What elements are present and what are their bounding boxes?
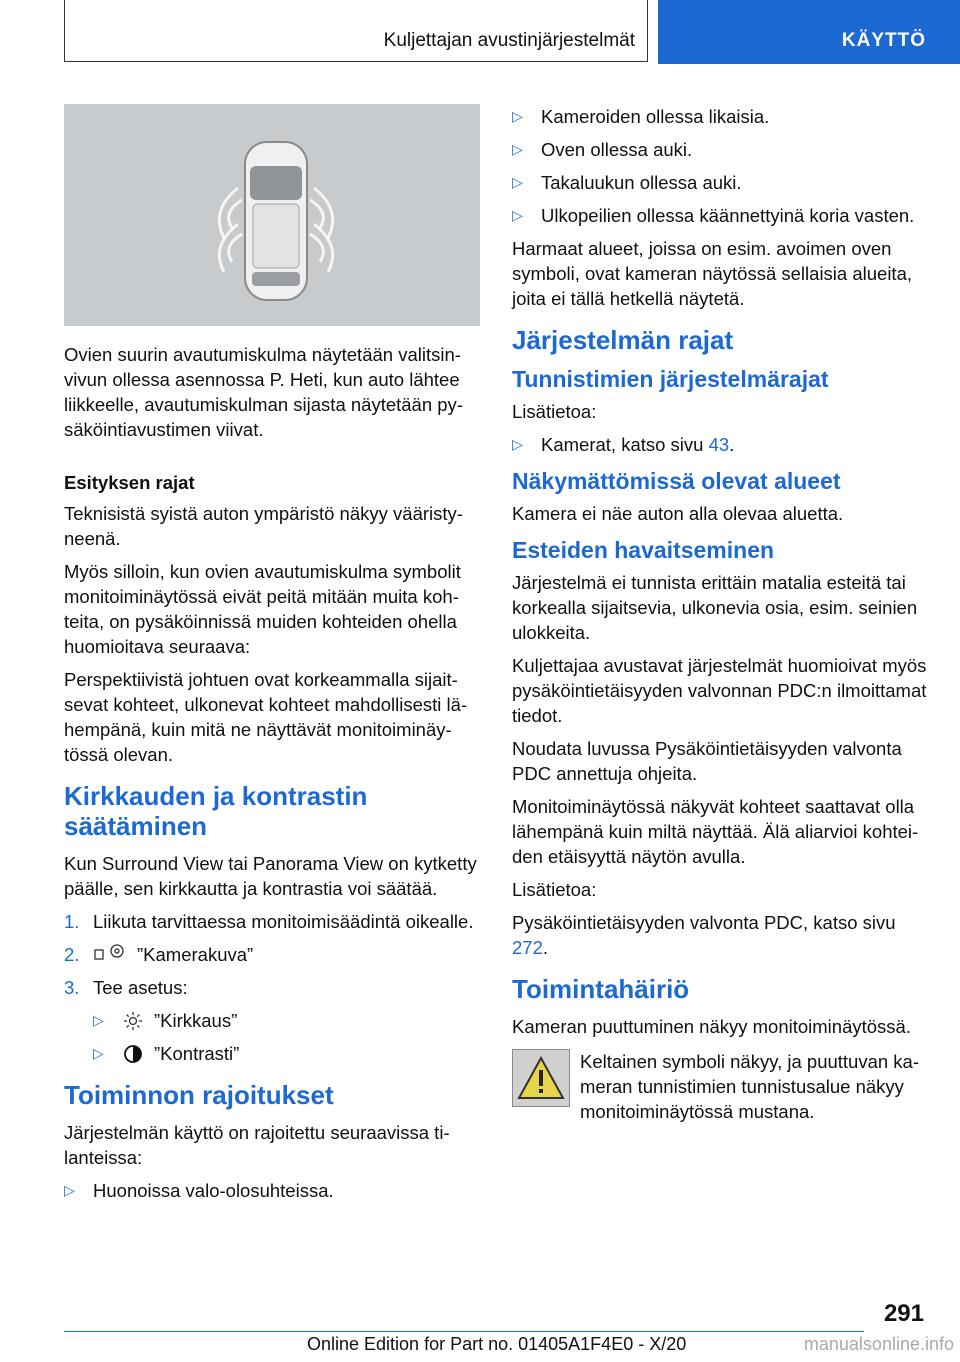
step-number: 2.: [64, 944, 80, 965]
car-door-angle-figure: [64, 104, 480, 326]
page-number: 291: [883, 1300, 924, 1327]
footer-divider: [64, 1331, 864, 1332]
watermark: manualsonline.info: [803, 1334, 954, 1354]
step-text: Liikuta tarvittaessa monitoimisäädintä oikealle.: [93, 911, 474, 932]
bullet-item: [512, 432, 930, 457]
paragraph: Teknisistä syistä auton ympäristö näkyy vääristyneenä.: [64, 503, 463, 549]
sensor-limits-heading: Tunnistimien järjestelmärajat: [512, 366, 829, 392]
right-column: [512, 104, 930, 1124]
bullet-item: [512, 170, 930, 195]
header-chapter-tab: [658, 0, 960, 64]
more-info-label: Lisätietoa:: [512, 879, 597, 900]
warning-triangle-icon: [512, 1049, 570, 1107]
car-top-view-illustration: [64, 104, 480, 326]
paragraph: Harmaat alueet, joissa on esim. avoimen oven symboli, ovat kameran näytössä sellaisia alueita, joita ei tällä hetkellä näytetä.: [512, 238, 912, 309]
warning-box: [512, 1049, 930, 1124]
header-section-box: [64, 0, 648, 62]
paragraph: Myös silloin, kun ovien avautumiskulma symbolit monitoiminäytössä eivät peitä mitään muita kohteita, on pysäköinnissä muiden kohteiden ohella huomioitava seuraava:: [64, 561, 461, 657]
paragraph: Perspektiivistä johtuen ovat korkeammalla sijaitsevat kohteet, ulkonevat kohteet mahdollisesti lähempänä, kuin mitä ne näyttävät monitoiminäytössä olevan.: [64, 669, 468, 765]
substep-text: ”Kirkkaus”: [154, 1010, 238, 1031]
paragraph: Kuljettajaa avustavat järjestelmät huomioivat myös pysäköintietäisyyden valvonnan PDC:n ilmoittamat tiedot.: [512, 655, 927, 726]
bullet-text: Ulkopeilien ollessa käännettyinä koria vasten.: [541, 205, 915, 226]
sun-icon: [122, 1011, 144, 1031]
bullet-text: [541, 432, 734, 457]
paragraph: Kamera ei näe auton alla olevaa aluetta.: [512, 503, 844, 524]
malfunction-heading: Toimintahäiriö: [512, 974, 690, 1004]
bullet-item: [512, 203, 930, 228]
step-number: 3.: [64, 977, 80, 998]
bullet-triangle-icon: ▷: [512, 436, 523, 452]
chapter-title: KÄYTTÖ: [841, 30, 926, 51]
pdc-reference-end: .: [542, 937, 549, 958]
step-item: [64, 942, 482, 967]
step-item: [64, 909, 482, 934]
paragraph: Kameran puuttuminen näkyy monitoiminäytössä.: [512, 1016, 911, 1037]
pdc-reference-text: Pysäköintietäisyyden valvonta PDC, katso sivu: [512, 912, 896, 933]
step-text: Tee asetus:: [93, 977, 188, 998]
camera-image-icon: [93, 942, 127, 962]
brightness-heading: Kirkkauden ja kontrastin säätäminen: [64, 781, 368, 841]
obstacle-detection-heading: Esteiden havaitseminen: [512, 537, 775, 563]
system-limits-heading: Järjestelmän rajat: [512, 325, 734, 355]
substep-item: [93, 1041, 482, 1066]
bullet-triangle-icon: ▷: [512, 207, 523, 223]
left-column: [64, 104, 482, 1211]
step-text: ”Kamerakuva”: [137, 944, 254, 965]
bullet-triangle-icon: ▷: [93, 1045, 104, 1061]
footer-edition: Online Edition for Part no. 01405A1F4E0 - X/20: [307, 1334, 687, 1354]
bullet-triangle-icon: ▷: [512, 174, 523, 190]
contrast-icon: [122, 1044, 144, 1064]
bullet-triangle-icon: ▷: [512, 141, 523, 157]
bullet-triangle-icon: ▷: [64, 1182, 75, 1198]
bullet-item: [64, 1178, 482, 1203]
bullet-item: [512, 137, 930, 162]
bullet-item: [512, 104, 930, 129]
invisible-areas-heading: Näkymättömissä olevat alueet: [512, 468, 841, 494]
bullet-text: Kameroiden ollessa likaisia.: [541, 106, 770, 127]
pdc-reference: [512, 910, 930, 960]
figure-caption: Ovien suurin avautumiskulma näytetään valitsinvivun ollessa asennossa P. Heti, kun auto lähtee liikkeelle, avautumiskulman sijasta näytetään pysäköintiavustimen viivat.: [64, 344, 463, 440]
more-info-label: Lisätietoa:: [512, 401, 597, 422]
paragraph: Järjestelmä ei tunnista erittäin matalia esteitä tai korkealla sijaitsevia, ulkonevia osia, esim. seinien ulokkeita.: [512, 572, 918, 643]
paragraph: Noudata luvussa Pysäköintietäisyyden valvonta PDC annettuja ohjeita.: [512, 738, 902, 784]
bullet-triangle-icon: ▷: [93, 1012, 104, 1028]
page-link[interactable]: 272: [512, 937, 543, 958]
substep-item: [93, 1008, 482, 1033]
bullet-text-end: .: [729, 434, 735, 455]
bullet-text: Huonoissa valo-olosuhteissa.: [93, 1180, 334, 1201]
section-title: Kuljettajan avustinjärjestelmät: [383, 30, 635, 51]
warning-text: Keltainen symboli näkyy, ja puuttuvan kameran tunnistimien tunnistusalue näkyy monitoiminäytössä mustana.: [580, 1051, 920, 1122]
paragraph: Järjestelmän käyttö on rajoitettu seuraavissa tilanteissa:: [64, 1122, 450, 1168]
display-limits-heading: Esityksen rajat: [64, 472, 195, 493]
bullet-text: Oven ollessa auki.: [541, 139, 693, 160]
step-number: 1.: [64, 911, 80, 932]
bullet-text: Takaluukun ollessa auki.: [541, 172, 742, 193]
bullet-text-part: Kamerat, katso sivu: [541, 434, 709, 455]
function-limits-heading: Toiminnon rajoitukset: [64, 1080, 334, 1110]
step-item: [64, 975, 482, 1000]
substep-text: ”Kontrasti”: [154, 1043, 240, 1064]
page-link[interactable]: 43: [708, 434, 730, 455]
paragraph: Kun Surround View tai Panorama View on kytketty päälle, sen kirkkautta ja kontrastia voi säätää.: [64, 853, 477, 899]
bullet-triangle-icon: ▷: [512, 108, 523, 124]
paragraph: Monitoiminäytössä näkyvät kohteet saattavat olla lähempänä kuin miltä näyttää. Älä aliarvioi kohteiden etäisyyttä näytön avulla.: [512, 796, 919, 867]
